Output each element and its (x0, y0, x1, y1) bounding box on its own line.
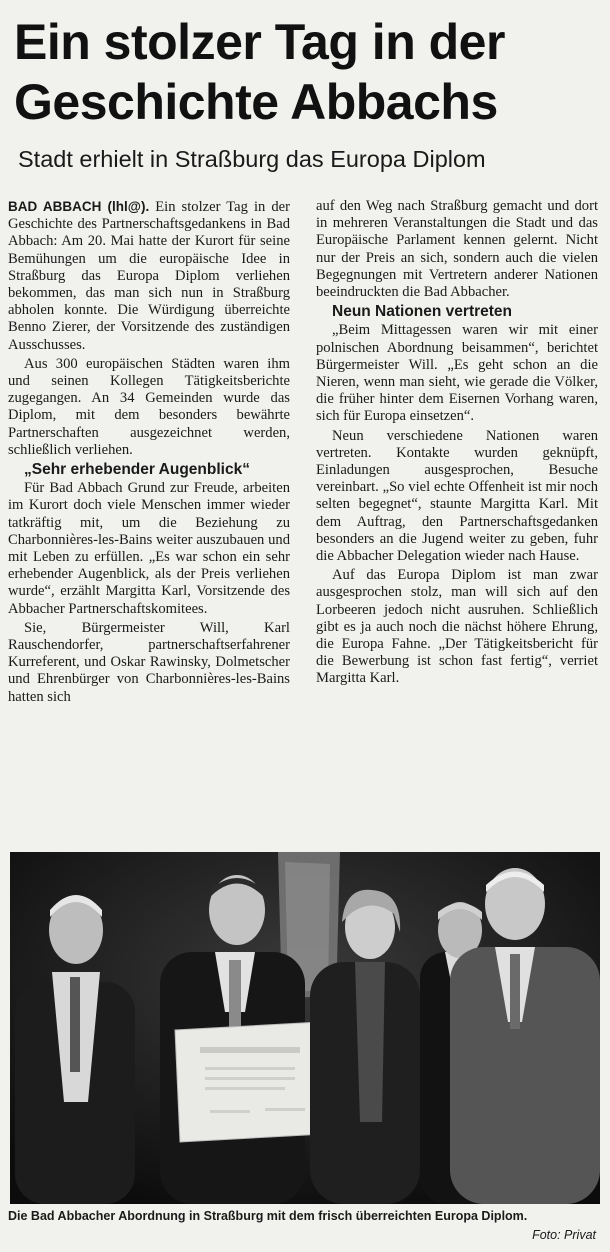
article-paragraph: „Beim Mittagessen waren wir mit einer polnischen Abordnung beisammen“, berichtet Bürgermeister Will. „Es geht schon an die Nieren, wenn man sieht, wie gerade die Völker, die früher hinter dem Eisernen Vorhang waren, sich für Europa einsetzen“. (316, 322, 598, 425)
section-subtitle: Neun Nationen vertreten (332, 303, 513, 321)
headline-line-2: Geschichte Abbachs (14, 74, 498, 130)
caption-text: Die Bad Abbacher Abordnung in Straßburg mit dem frisch überreichten Europa Diplom. (8, 1209, 528, 1223)
article-paragraph: Sie, Bürgermeister Will, Karl Rauschendorfer, partnerschaftserfahrener Kurreferent, und Oskar Rawinsky, Dolmetscher und Ehrenbürger von Charbonnières-les-Bains hatten sich (8, 619, 290, 705)
subheadline: Stadt erhielt in Straßburg das Europa Diplom (18, 146, 486, 172)
article-column-left (8, 198, 290, 708)
dateline: BAD ABBACH (lhl@). (8, 199, 150, 214)
section-subtitle: „Sehr erhebender Augenblick“ (24, 461, 250, 479)
headline-line-1: Ein stolzer Tag in der (14, 14, 505, 70)
paragraph-text: Ein stolzer Tag in der Geschichte des Partnerschaftsgedankens in Bad Abbach: Am 20. Mai hatte der Kurort für seine Bemühungen um die europäische Idee in Straßburg das Europa Diplom verliehen bekommen, das man sich nun in Straßburg abholen konnte. Die Würdigung überreichte Benno Zierer, der Vorsitzende des zuständigen Ausschusses. (8, 199, 290, 353)
article-paragraph: Auf das Europa Diplom ist man zwar ausgesprochen stolz, man will sich auf den Lorbeeren jedoch nicht ausruhen. Schließlich gibt es ja auch noch die nächst höhere Ehrung, die Europa Fahne. „Der Tätigkeitsbericht für die Bewerbung ist schon fast fertig“, verriet Margitta Karl. (316, 567, 598, 687)
group-photo (10, 852, 600, 1204)
article-paragraph: Für Bad Abbach Grund zur Freude, arbeiten im Kurort doch viele Menschen immer wieder tatkräftig mit, um die Beziehung zu Charbonnières-les-Bains weiter auszubauen und mit Leben zu erfüllen. „Es war schon ein sehr erhebender Augenblick, als der Preis verliehen wurde“, erzählt Margitta Karl, Vorsitzende des Abbacher Partnerschaftskomitees. (8, 480, 290, 617)
photo-illustration (10, 852, 600, 1204)
photo-credit: Foto: Privat (532, 1228, 596, 1242)
article-paragraph (8, 198, 290, 354)
diploma (175, 1022, 324, 1142)
article-paragraph: auf den Weg nach Straßburg gemacht und dort in mehreren Veranstaltungen die Stadt und das Europäische Parlament kennen gelernt. Nicht nur der Preis an sich, sondern auch die vielen Begegnungen mit Vertretern anderer Nationen beeindruckten die Bad Abbacher. (316, 198, 598, 301)
photo-caption (8, 1208, 594, 1224)
article-paragraph: Neun verschiedene Nationen waren vertreten. Kontakte wurden geknüpft, Einladungen ausgesprochen, Besuche vereinbart. „So viel echte Offenheit ist mir noch selten begegnet“, staunte Margitta Karl. Mit dem Auftrag, den Partnerschaftsgedanken besonders an die Jugend weiter zu geben, fuhr die Abbacher Delegation wieder nach Hause. (316, 427, 598, 565)
headline (14, 12, 604, 132)
article-paragraph: Aus 300 europäischen Städten waren ihm und seinen Kollegen Tätigkeitsberichte zugegangen. An 34 Gemeinden wurde das Diplom, mit dem besonders bewährte Partnerschaften ausgezeichnet werden, schließlich verliehen. (8, 355, 290, 458)
article-column-right (316, 198, 598, 690)
